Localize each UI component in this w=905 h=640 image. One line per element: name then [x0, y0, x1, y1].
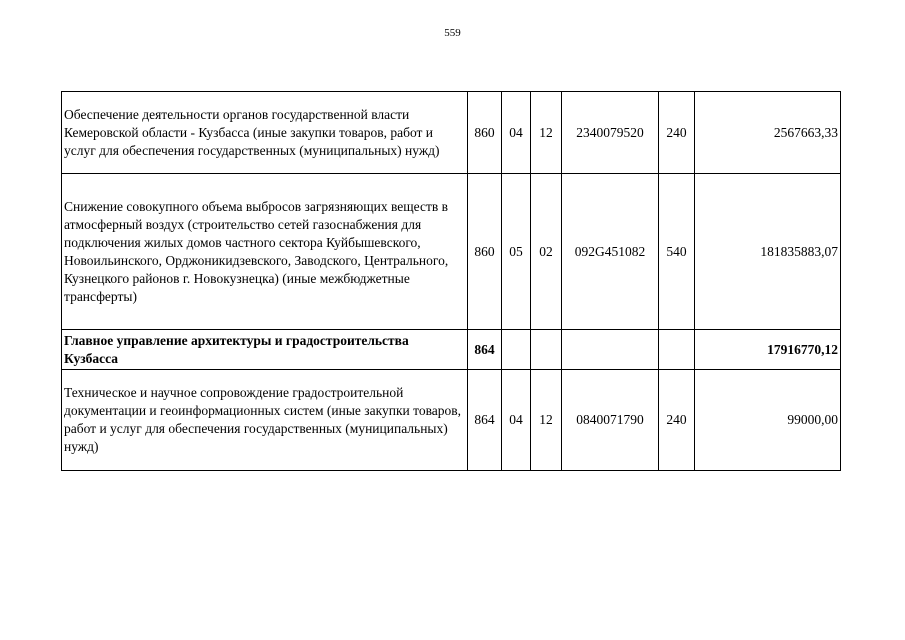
row-name: Обеспечение деятельности органов государственной власти Кемеровской области - Кузбасса (иные закупки товаров, работ и услуг для обеспечения государственных (муниципальных) нужд) — [62, 92, 468, 174]
row-rz: 04 — [502, 92, 531, 174]
row-rz: 05 — [502, 174, 531, 330]
row-sum: 17916770,12 — [695, 330, 841, 370]
row-name: Техническое и научное сопровождение градостроительной документации и геоинформационных систем (иные закупки товаров, работ и услуг для обеспечения государственных (муниципальных) нужд) — [62, 370, 468, 471]
table-row — [62, 92, 841, 174]
row-ved: 864 — [468, 330, 502, 370]
row-csr: 0840071790 — [562, 370, 659, 471]
row-ved: 860 — [468, 174, 502, 330]
row-sum: 181835883,07 — [695, 174, 841, 330]
row-sum: 99000,00 — [695, 370, 841, 471]
row-pr: 02 — [531, 174, 562, 330]
row-csr: 092G451082 — [562, 174, 659, 330]
row-vr: 240 — [659, 370, 695, 471]
row-pr — [531, 330, 562, 370]
row-vr — [659, 330, 695, 370]
row-name: Главное управление архитектуры и градостроительства Кузбасса — [62, 330, 468, 370]
table-row — [62, 174, 841, 330]
row-rz: 04 — [502, 370, 531, 471]
row-pr: 12 — [531, 92, 562, 174]
row-csr: 2340079520 — [562, 92, 659, 174]
row-rz — [502, 330, 531, 370]
row-ved: 864 — [468, 370, 502, 471]
table-row — [62, 330, 841, 370]
row-name: Снижение совокупного объема выбросов загрязняющих веществ в атмосферный воздух (строительство сетей газоснабжения для подключения жилых домов частного сектора Куйбышевского, Новоильинского, Орджоникидзевского, Заводского, Центрального, Кузнецкого районов г. Новокузнецка) (иные межбюджетные трансферты) — [62, 174, 468, 330]
row-vr: 540 — [659, 174, 695, 330]
page-number: 559 — [444, 27, 461, 39]
row-sum: 2567663,33 — [695, 92, 841, 174]
row-csr — [562, 330, 659, 370]
row-pr: 12 — [531, 370, 562, 471]
row-ved: 860 — [468, 92, 502, 174]
row-vr: 240 — [659, 92, 695, 174]
table-row — [62, 370, 841, 471]
budget-table — [61, 91, 841, 471]
